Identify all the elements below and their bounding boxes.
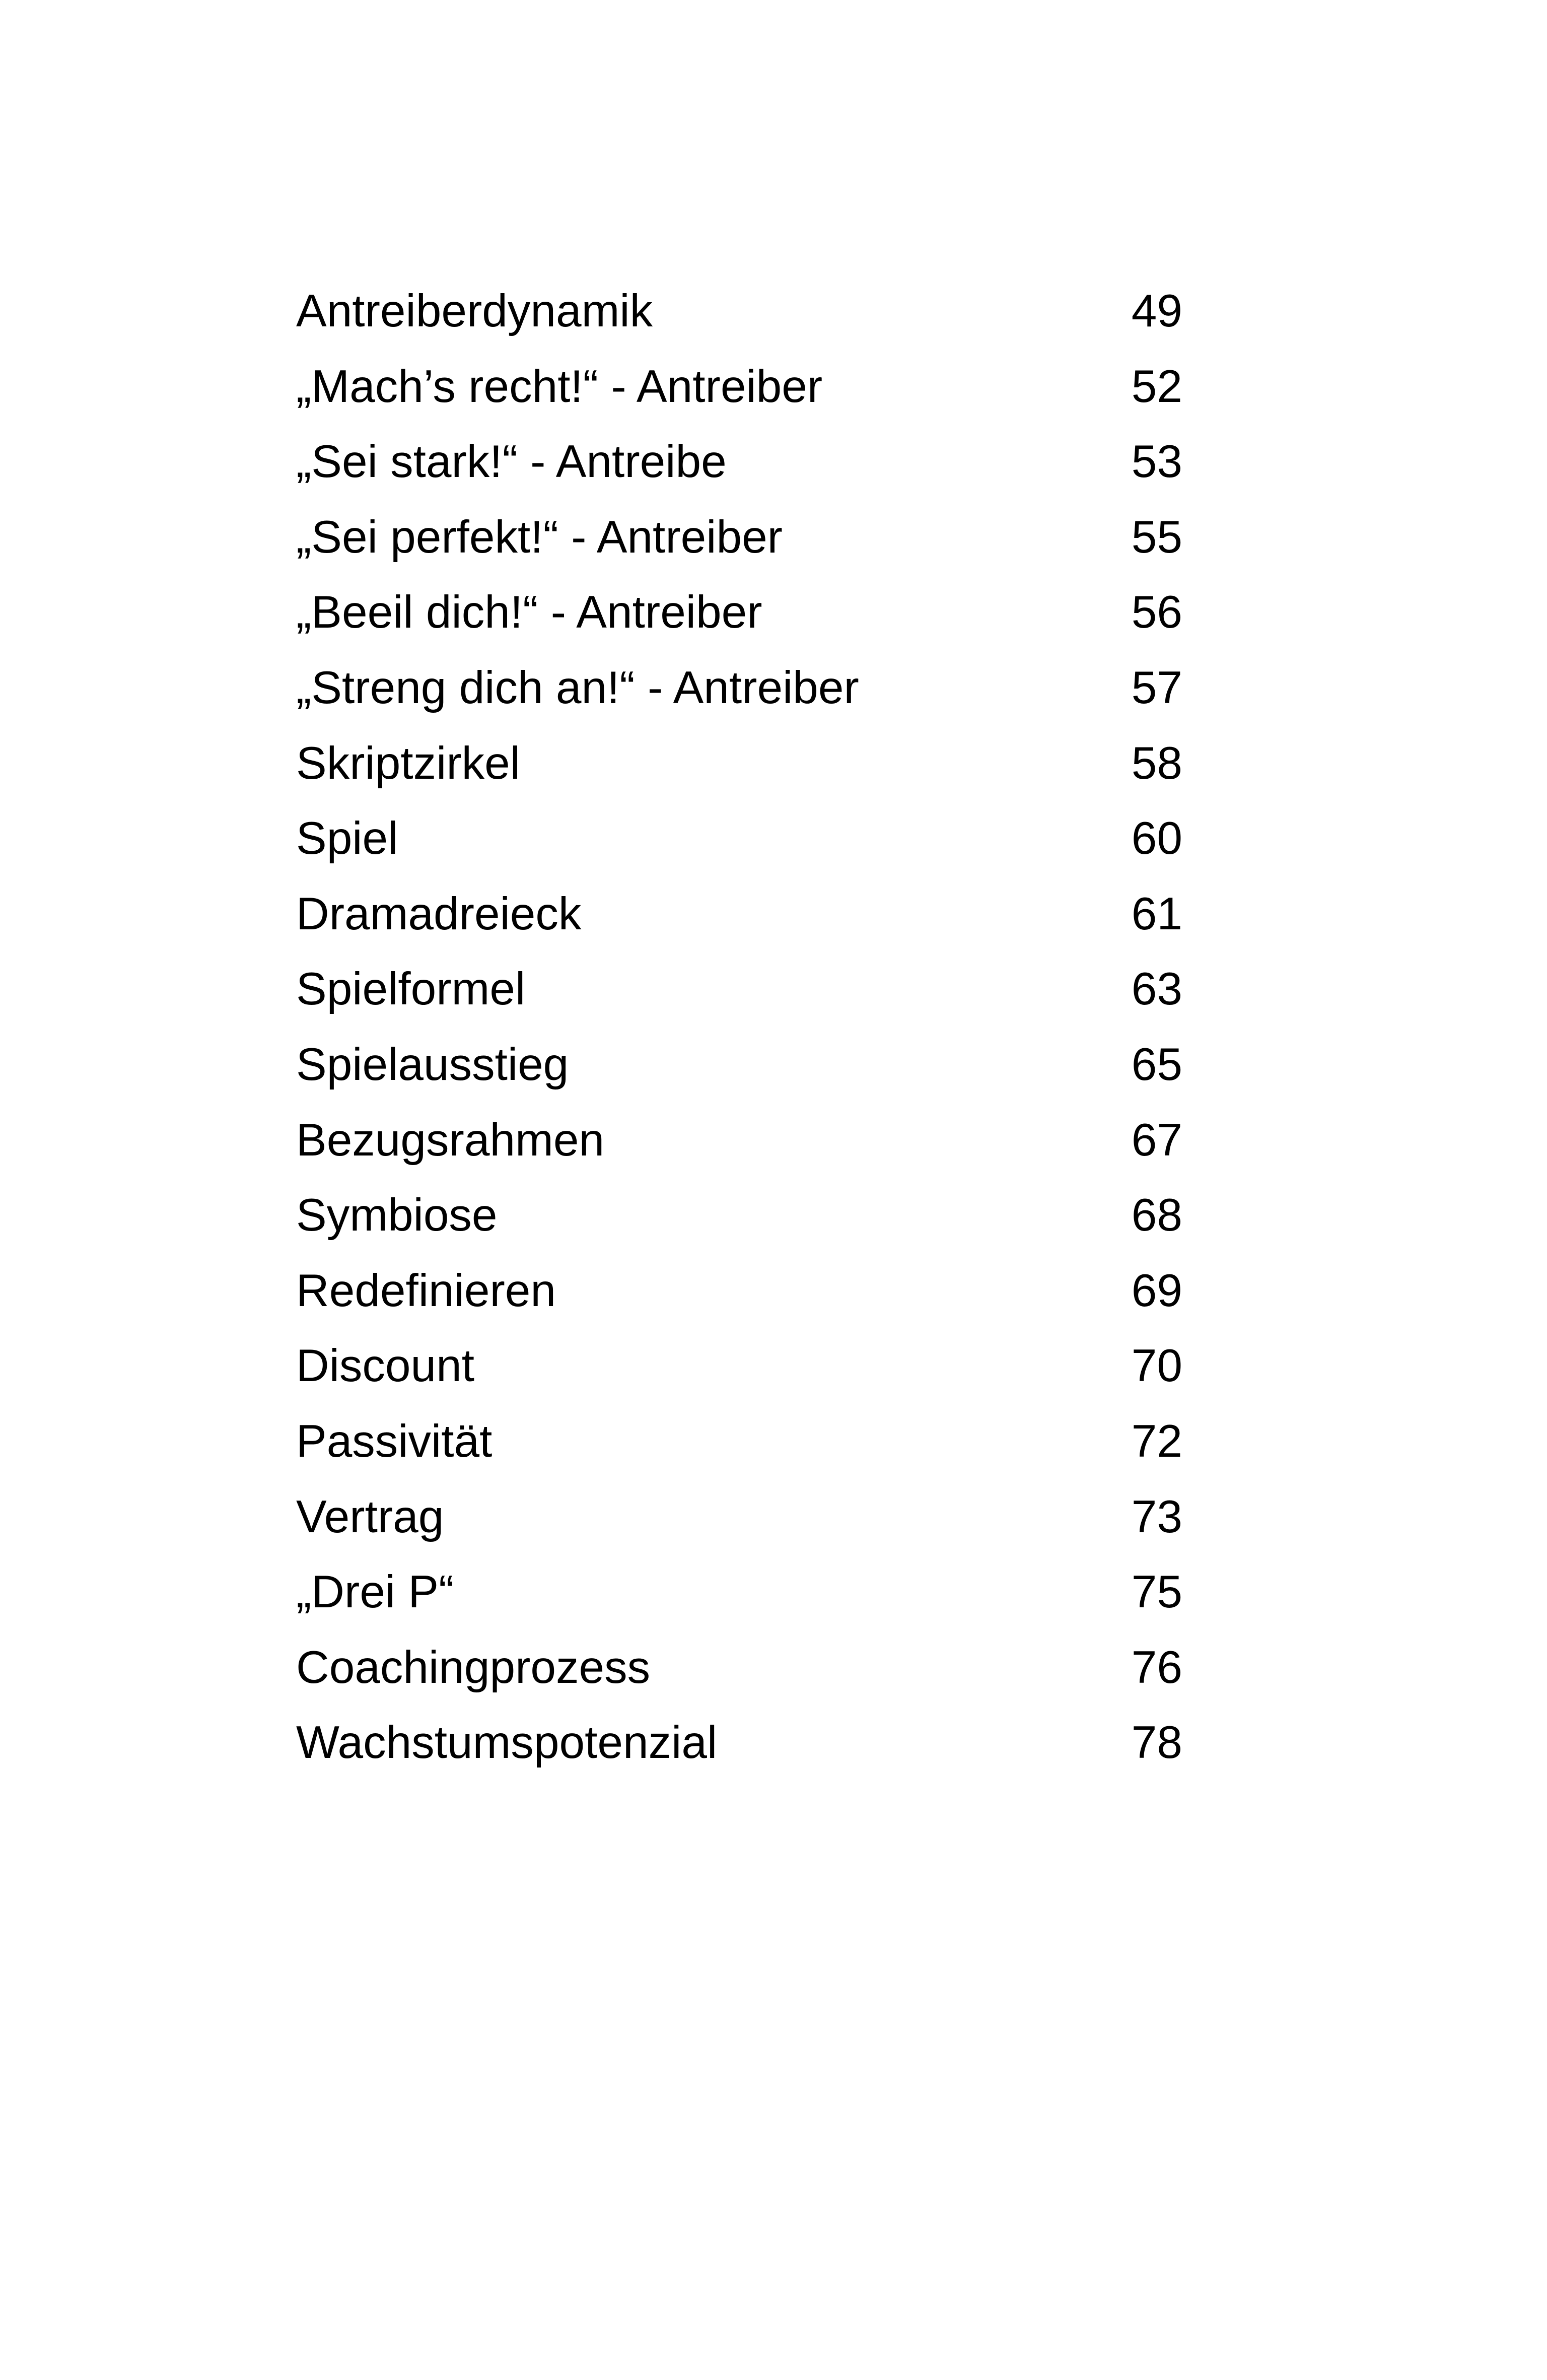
toc-entry (296, 349, 1182, 425)
toc-entry-page: 56 (1131, 587, 1182, 638)
toc-entry-page: 70 (1131, 1340, 1182, 1392)
toc-entry (296, 1178, 1182, 1253)
toc-entry-page: 61 (1131, 888, 1182, 939)
toc-entry-page: 76 (1131, 1642, 1182, 1693)
toc-entry-page: 63 (1131, 964, 1182, 1015)
toc-entry-title: Discount (296, 1340, 475, 1392)
toc-entry-title: Coachingprozess (296, 1642, 651, 1693)
toc-entry (296, 1705, 1182, 1781)
toc-entry (296, 1328, 1182, 1404)
toc-entry-page: 53 (1131, 436, 1182, 488)
toc-entry-page: 73 (1131, 1491, 1182, 1542)
toc-entry-title: Bezugsrahmen (296, 1114, 605, 1166)
toc-entry-title: Vertrag (296, 1491, 444, 1542)
toc-entry-title: Symbiose (296, 1190, 498, 1241)
toc-entry-title: Skriptzirkel (296, 737, 520, 789)
toc-entry-page: 69 (1131, 1265, 1182, 1316)
toc-entry (296, 1103, 1182, 1178)
toc-entry (296, 951, 1182, 1027)
toc-entry (296, 1027, 1182, 1103)
toc-entry (296, 801, 1182, 876)
toc-entry-page: 78 (1131, 1717, 1182, 1769)
toc-entry (296, 1253, 1182, 1329)
table-of-contents (296, 274, 1182, 1781)
toc-entry-page: 58 (1131, 737, 1182, 789)
toc-entry (296, 500, 1182, 575)
toc-entry-title: „Mach’s recht!“ - Antreiber (296, 361, 823, 412)
toc-entry (296, 1630, 1182, 1706)
toc-entry-page: 68 (1131, 1190, 1182, 1241)
toc-entry-title: Passivität (296, 1415, 493, 1467)
toc-entry-page: 60 (1131, 813, 1182, 864)
toc-entry-title: „Drei P“ (296, 1567, 454, 1618)
toc-entry (296, 876, 1182, 952)
toc-entry-page: 57 (1131, 662, 1182, 713)
toc-entry-page: 52 (1131, 361, 1182, 412)
toc-entry-page: 72 (1131, 1415, 1182, 1467)
toc-entry-title: Redefinieren (296, 1265, 556, 1316)
toc-entry-title: „Sei stark!“ - Antreibe (296, 436, 727, 488)
toc-entry-page: 65 (1131, 1039, 1182, 1090)
toc-entry (296, 424, 1182, 500)
toc-entry-title: „Sei perfekt!“ - Antreiber (296, 511, 783, 563)
toc-entry (296, 1479, 1182, 1555)
toc-entry-title: „Streng dich an!“ - Antreiber (296, 662, 859, 713)
toc-entry-title: Dramadreieck (296, 888, 582, 939)
toc-entry-title: Spielausstieg (296, 1039, 569, 1090)
toc-entry-page: 75 (1131, 1567, 1182, 1618)
toc-entry-title: „Beeil dich!“ - Antreiber (296, 587, 762, 638)
toc-entry-title: Spiel (296, 813, 398, 864)
toc-entry-page: 49 (1131, 286, 1182, 336)
toc-entry (296, 575, 1182, 650)
toc-entry-title: Antreiberdynamik (296, 286, 653, 336)
toc-entry (296, 726, 1182, 801)
toc-entry-title: Wachstumspotenzial (296, 1717, 718, 1769)
toc-entry (296, 1404, 1182, 1479)
toc-entry (296, 274, 1182, 349)
toc-entry-page: 55 (1131, 511, 1182, 563)
toc-entry (296, 1554, 1182, 1630)
toc-entry-page: 67 (1131, 1114, 1182, 1166)
toc-entry (296, 650, 1182, 726)
toc-entry-title: Spielformel (296, 964, 526, 1015)
